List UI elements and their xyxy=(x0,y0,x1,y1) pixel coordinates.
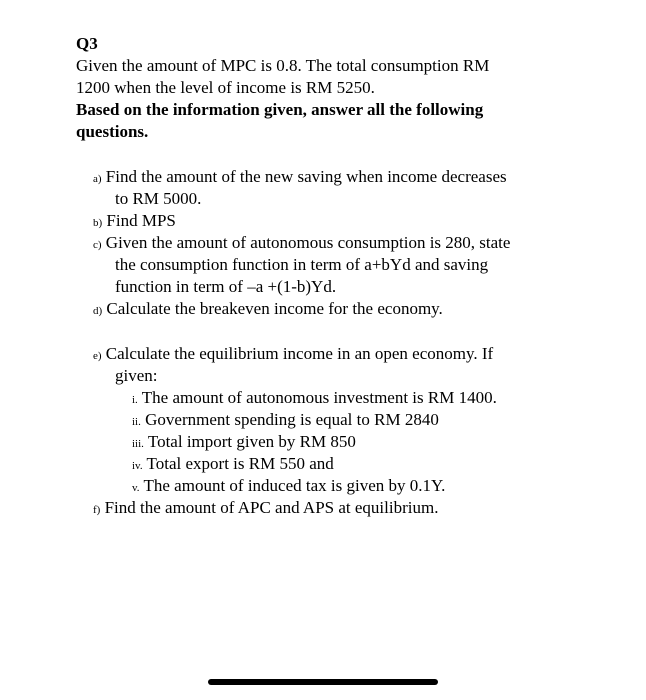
question-number: Q3 xyxy=(76,34,98,53)
part-e-line-2: given: xyxy=(115,366,158,385)
part-e-subitem-marker: iii. xyxy=(132,438,144,450)
part-e-marker: e) xyxy=(93,350,102,362)
part-e xyxy=(93,343,493,367)
part-e-subitem-text: The amount of induced tax is given by 0.1Y. xyxy=(143,476,446,495)
part-d-line-1: Calculate the breakeven income for the economy. xyxy=(106,299,443,318)
part-e-subitem xyxy=(132,409,439,433)
part-b xyxy=(93,210,176,234)
instruction-line-1: Based on the information given, answer all the following xyxy=(76,100,484,119)
part-b-line-1: Find MPS xyxy=(106,211,176,230)
part-e-subitem-marker: i. xyxy=(132,394,138,406)
part-e-subitem xyxy=(132,387,497,411)
part-f xyxy=(93,497,438,521)
instruction-line-2: questions. xyxy=(76,122,149,141)
part-e-subitem xyxy=(132,475,445,499)
part-c-line-3: function in term of –a +(1-b)Yd. xyxy=(115,277,337,296)
part-d-marker: d) xyxy=(93,305,103,317)
question-intro-line-2: 1200 when the level of income is RM 5250. xyxy=(76,78,375,97)
part-e-subitem xyxy=(132,453,334,477)
part-d xyxy=(93,298,443,322)
part-e-subitem-text: Total export is RM 550 and xyxy=(146,454,334,473)
part-c-line-1: Given the amount of autonomous consumption is 280, state xyxy=(105,233,511,252)
part-e-subitem-marker: iv. xyxy=(132,460,143,472)
part-c-marker: c) xyxy=(93,239,102,251)
part-e-subitem-text: Government spending is equal to RM 2840 xyxy=(145,410,439,429)
part-f-marker: f) xyxy=(93,504,101,516)
part-c xyxy=(93,232,510,256)
part-e-subitem-text: Total import given by RM 850 xyxy=(147,432,356,451)
home-indicator-bar[interactable] xyxy=(208,679,438,685)
part-a-marker: a) xyxy=(93,173,102,185)
part-c-line-2: the consumption function in term of a+bYd and saving xyxy=(115,255,489,274)
part-a-line-1: Find the amount of the new saving when income decreases xyxy=(105,167,507,186)
part-e-subitem-text: The amount of autonomous investment is RM 1400. xyxy=(141,388,497,407)
part-e-line-1: Calculate the equilibrium income in an open economy. If xyxy=(105,344,494,363)
part-f-line-1: Find the amount of APC and APS at equilibrium. xyxy=(104,498,439,517)
part-a-line-2: to RM 5000. xyxy=(115,189,202,208)
part-e-subitem xyxy=(132,431,356,455)
question-intro-line-1: Given the amount of MPC is 0.8. The total consumption RM xyxy=(76,56,490,75)
part-e-subitem-marker: ii. xyxy=(132,416,141,428)
part-a xyxy=(93,166,507,190)
part-e-subitem-marker: v. xyxy=(132,482,140,494)
part-b-marker: b) xyxy=(93,217,103,229)
